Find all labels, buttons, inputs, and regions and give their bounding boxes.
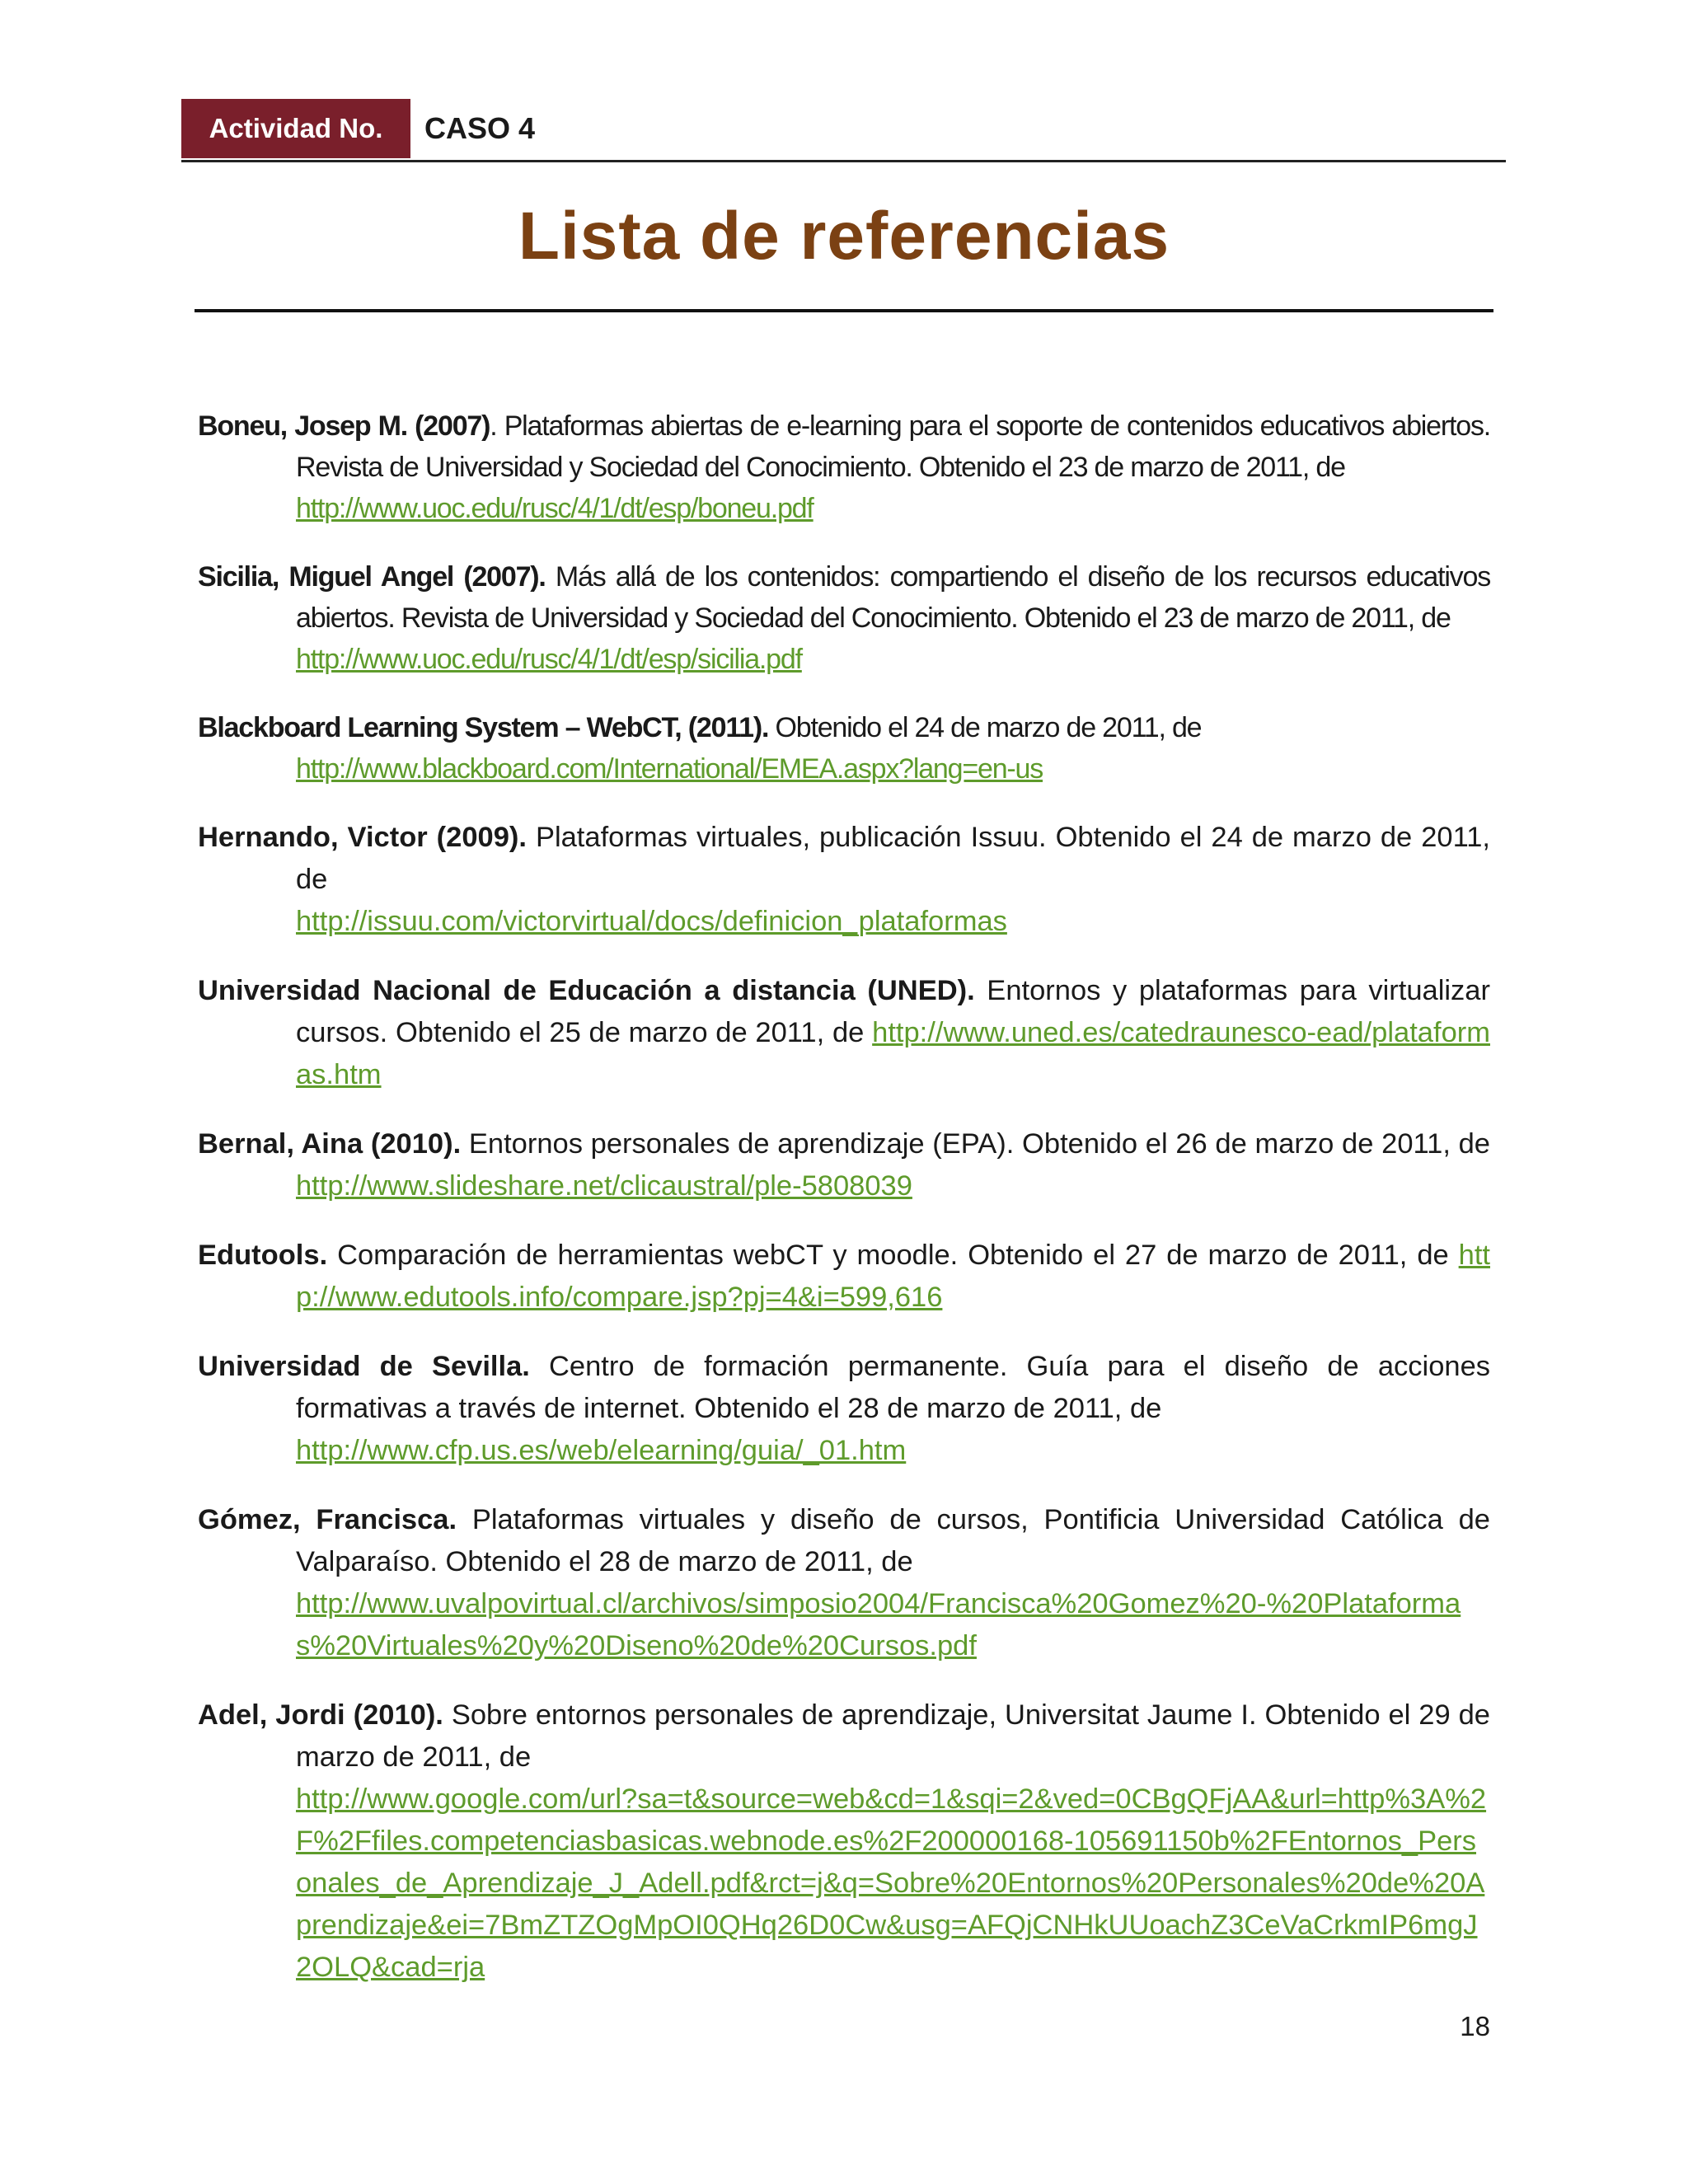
reference-link[interactable]: http://www.uoc.edu/rusc/4/1/dt/esp/sicilia.pdf	[296, 644, 802, 675]
reference-link[interactable]: http://www.cfp.us.es/web/elearning/guia/_01.htm	[296, 1435, 907, 1466]
reference-link[interactable]: http://www.uvalpovirtual.cl/archivos/simposio2004/Francisca%20Gomez%20-%20Plataformas%20Virtuales%20y%20Diseno%20de%20Cursos.pdf	[296, 1588, 1461, 1661]
page-title: Lista de referencias	[518, 199, 1170, 274]
reference-item	[198, 1235, 1490, 1319]
reference-item	[198, 1123, 1490, 1207]
reference-text: Centro de formación permanente. Guía para el diseño de acciones formativas a través de internet. Obtenido el 28 de marzo de 2011, de	[296, 1351, 1491, 1424]
page-header	[181, 99, 1506, 203]
activity-badge: Actividad No. 1	[181, 99, 410, 158]
reference-text: Plataformas virtuales y diseño de cursos, Pontificia Universidad Católica de Valparaíso. Obtenido el 28 de marzo de 2011, de	[296, 1504, 1490, 1577]
reference-text: Comparación de herramientas webCT y moodle. Obtenido el 27 de marzo de 2011, de	[327, 1240, 1449, 1271]
reference-item	[198, 1499, 1490, 1667]
reference-item	[198, 817, 1490, 943]
reference-text: Sobre entornos personales de aprendizaje, Universitat Jaume I. Obtenido el 29 de marzo de 2011, de	[296, 1699, 1490, 1773]
reference-author: Hernando, Victor (2009).	[198, 822, 527, 853]
reference-text: Obtenido el 24 de marzo de 2011, de	[768, 712, 1202, 743]
reference-text: Entornos y plataformas para virtualizar cursos. Obtenido el 25 de marzo de 2011, de	[296, 975, 1490, 1048]
reference-author: Universidad Nacional de Educación a distancia (UNED).	[198, 975, 975, 1006]
reference-list	[198, 405, 1490, 2016]
reference-link[interactable]: http://www.uoc.edu/rusc/4/1/dt/esp/boneu.pdf	[296, 493, 814, 524]
reference-link[interactable]: http://www.slideshare.net/clicaustral/ple-5808039	[296, 1170, 912, 1202]
reference-link[interactable]: http://www.uned.es/catedraunesco-ead/plataformas.htm	[296, 1017, 1490, 1090]
reference-author: Bernal, Aina (2010).	[198, 1128, 462, 1160]
reference-text: Plataformas virtuales, publicación Issuu. Obtenido el 24 de marzo de 2011, de	[296, 822, 1490, 895]
reference-item	[198, 405, 1490, 529]
reference-link[interactable]: http://www.google.com/url?sa=t&source=web&cd=1&sqi=2&ved=0CBgQFjAA&url=http%3A%2F%2Ffiles.competenciasbasicas.webnode.es%2F200000168-105691150b%2FEntornos_Personales_de_Aprendizaje_J_Adell.pdf&rct=j&q=Sobre%20Entornos%20Personales%20de%20Aprendizaje&ei=7BmZTZOgMpOI0QHq26D0Cw&usg=AFQjCNHkUUoachZ3CeVaCrkmIP6mgJ2OLQ&cad=rja	[296, 1783, 1487, 1983]
reference-item	[198, 707, 1490, 790]
reference-item	[198, 556, 1490, 680]
reference-author: Edutools.	[198, 1240, 328, 1271]
page-number: 18	[1460, 2011, 1490, 2041]
reference-text: . Plataformas abiertas de e-learning para el soporte de contenidos educativos abiertos. Revista de Universidad y Sociedad del Conocimiento. Obtenido el 23 de marzo de 2011, de	[296, 410, 1490, 483]
reference-item	[198, 1346, 1490, 1472]
reference-author: Sicilia, Miguel Angel (2007).	[198, 561, 546, 593]
reference-author: Blackboard Learning System – WebCT, (2011).	[198, 712, 769, 743]
reference-author: Boneu, Josep M. (2007)	[198, 410, 490, 442]
reference-author: Universidad de Sevilla.	[198, 1351, 530, 1382]
reference-text: Entornos personales de aprendizaje (EPA). Obtenido el 26 de marzo de 2011, de	[461, 1128, 1490, 1160]
reference-author: Adel, Jordi (2010).	[198, 1699, 443, 1731]
case-label: CASO 4	[424, 111, 536, 145]
reference-link[interactable]: http://www.blackboard.com/International/EMEA.aspx?lang=en-us	[296, 753, 1043, 785]
reference-text: Más allá de los contenidos: compartiendo el diseño de los recursos educativos abiertos. Revista de Universidad y Sociedad del Conocimiento. Obtenido el 23 de marzo de 2011, de	[296, 561, 1490, 634]
reference-item	[198, 970, 1490, 1096]
reference-link[interactable]: http://issuu.com/victorvirtual/docs/definicion_plataformas	[296, 906, 1007, 937]
reference-link[interactable]: http://www.edutools.info/compare.jsp?pj=4&i=599,616	[296, 1240, 1490, 1313]
reference-item	[198, 1694, 1490, 1989]
title-divider	[195, 309, 1493, 312]
reference-author: Gómez, Francisca.	[198, 1504, 457, 1535]
